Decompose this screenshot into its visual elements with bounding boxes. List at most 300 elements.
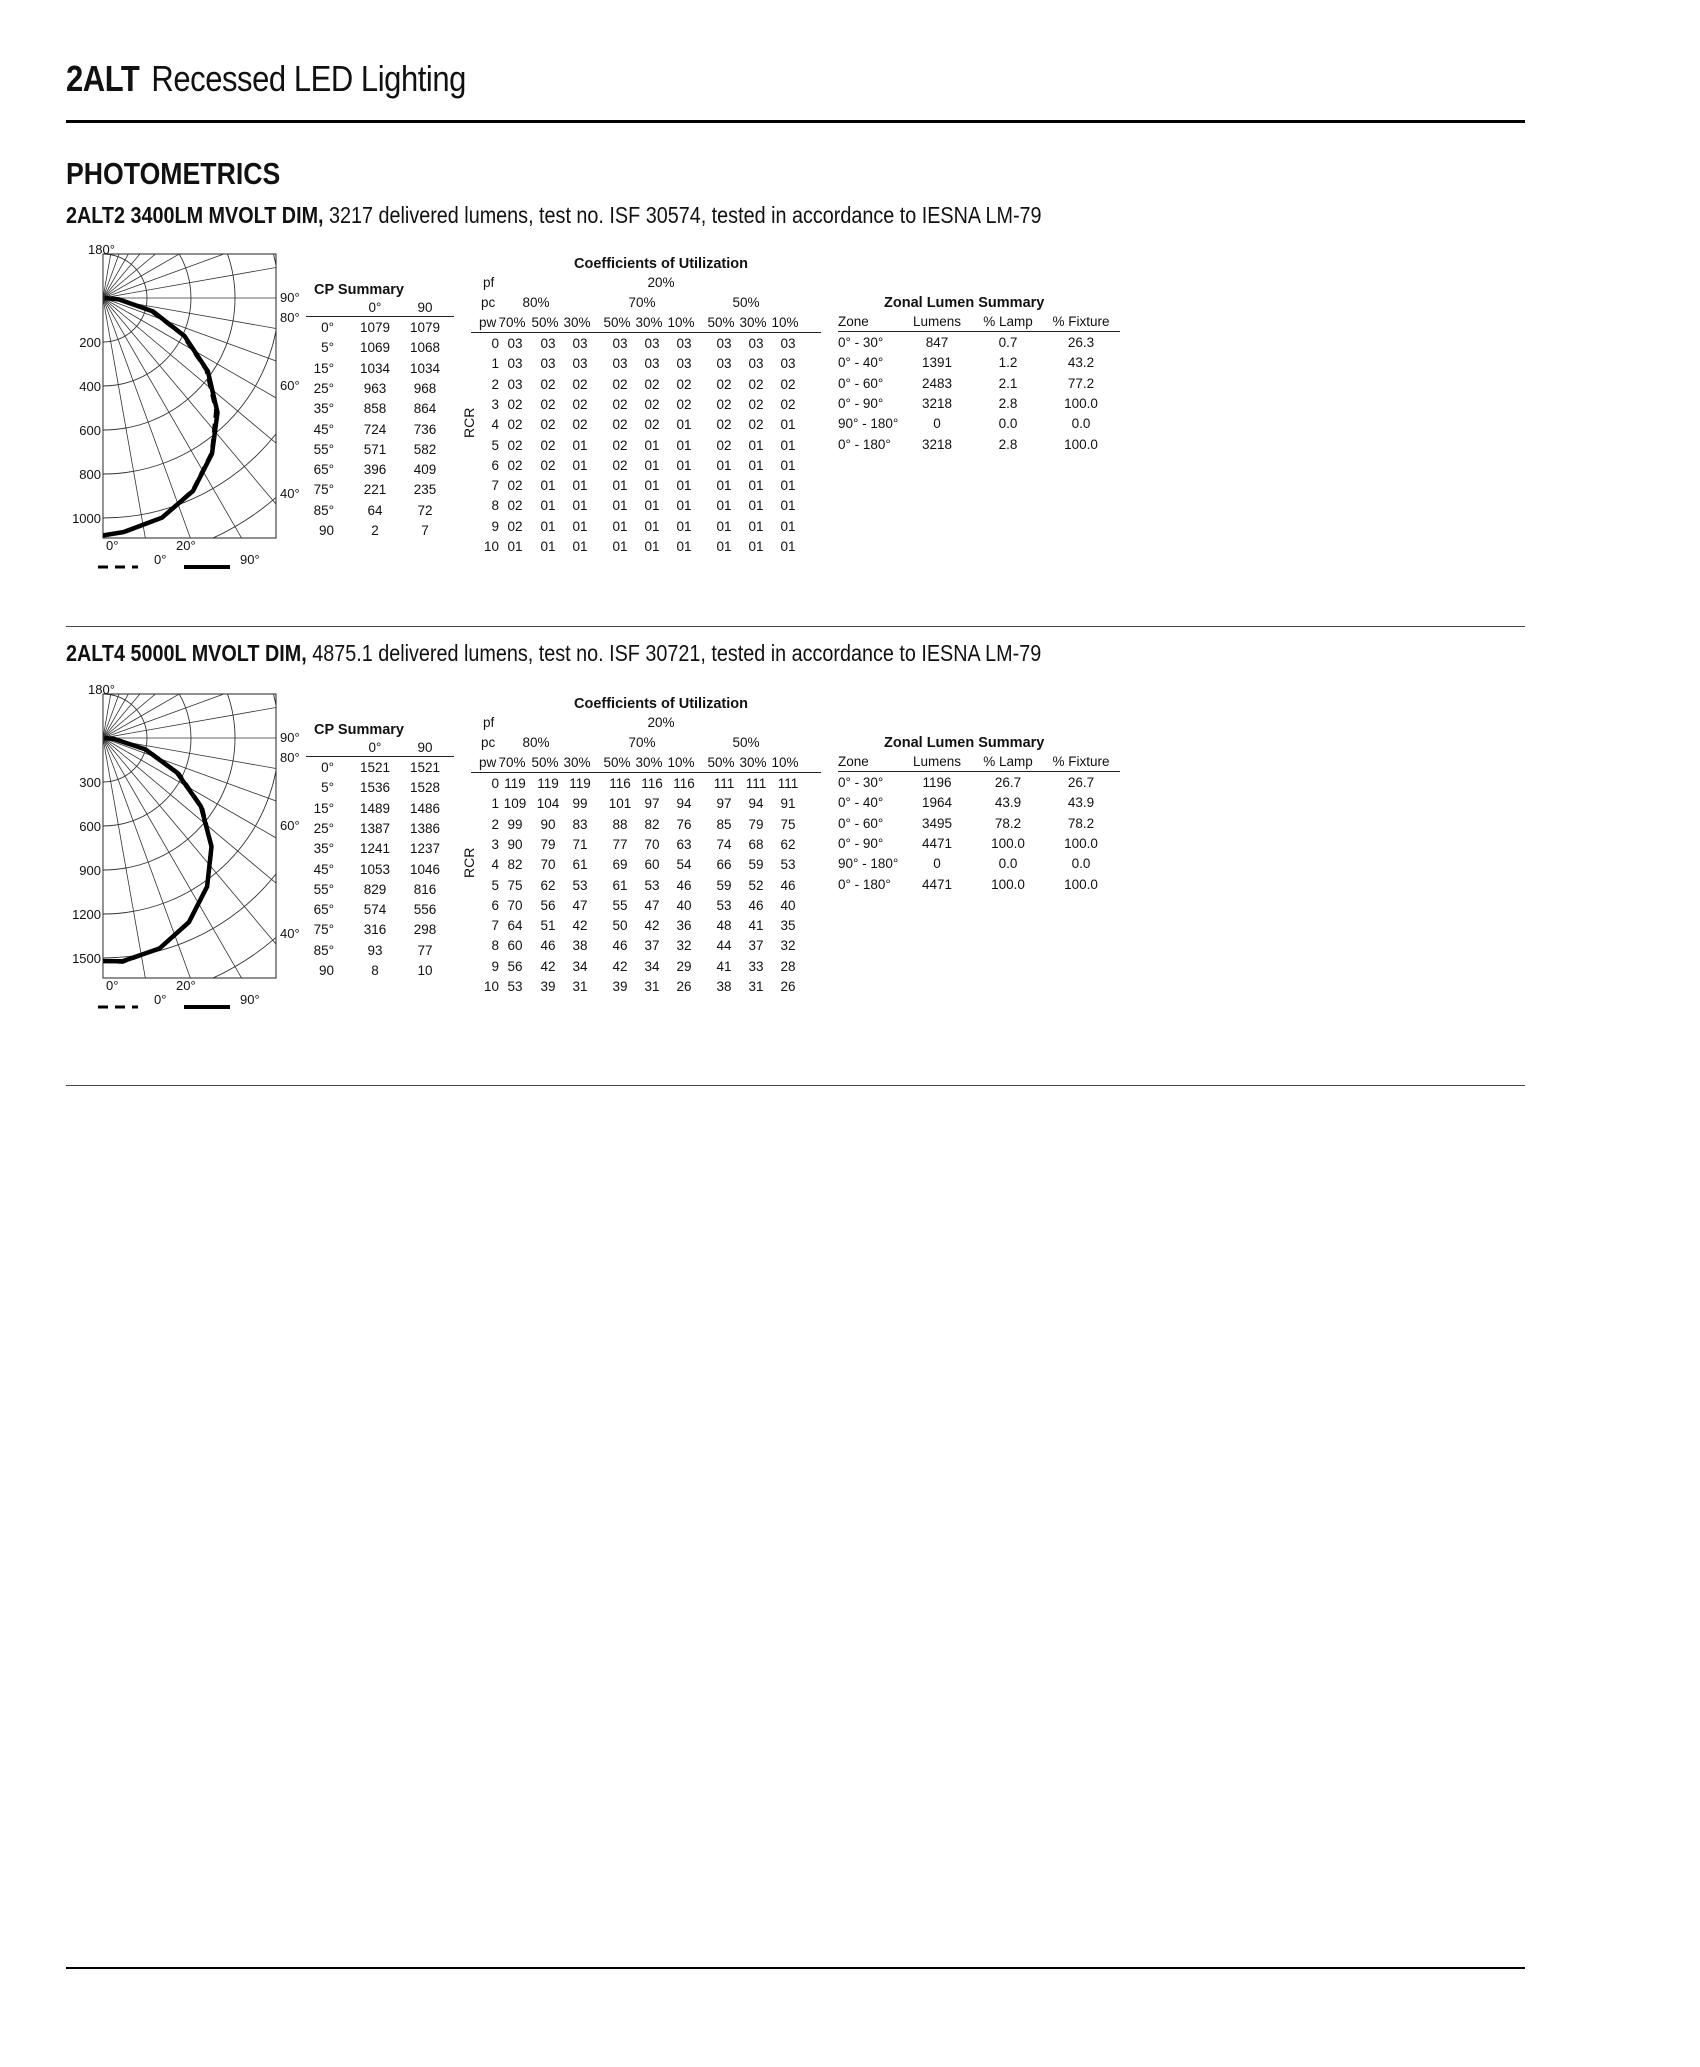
cu-value: 03 <box>644 356 660 372</box>
cp-angle: 0° <box>321 320 334 335</box>
cu-value: 39 <box>540 979 556 994</box>
zonal-value: 3495 <box>921 815 953 831</box>
cu-value: 56 <box>507 958 523 974</box>
polar-candela-plot <box>66 682 306 1022</box>
rcr-value: 4 <box>491 857 499 873</box>
cp-value-0: 571 <box>363 441 387 457</box>
zone-label: 90° - 180° <box>838 856 899 872</box>
grid-radial <box>103 298 303 582</box>
cp-value-0: 1387 <box>359 820 391 836</box>
cu-value: 37 <box>748 938 764 954</box>
zonal-value: 43.9 <box>1067 795 1095 811</box>
cu-value: 74 <box>716 836 732 852</box>
cu-value: 111 <box>713 776 735 791</box>
cu-value: 01 <box>748 518 764 534</box>
column-header: 90 <box>417 740 433 755</box>
cu-value: 02 <box>507 396 523 412</box>
pw-value: 50% <box>707 755 735 770</box>
cu-value: 01 <box>676 539 692 554</box>
column-header: 90 <box>417 300 433 315</box>
pc-value: 70% <box>628 735 656 750</box>
cp-value-0: 396 <box>363 462 387 478</box>
cu-value: 02 <box>780 396 796 412</box>
cu-value: 53 <box>507 979 523 994</box>
cu-value: 01 <box>644 437 660 453</box>
zonal-value: 0.0 <box>998 416 1018 432</box>
cu-value: 02 <box>748 417 764 433</box>
rcr-value: 5 <box>491 877 499 893</box>
cu-value: 70 <box>507 897 523 913</box>
angle-label: 60° <box>280 378 300 393</box>
cu-value: 01 <box>748 457 764 473</box>
column-header: Lumens <box>912 314 962 329</box>
plot-frame <box>103 694 276 978</box>
cu-value: 03 <box>612 356 628 372</box>
cu-value: 02 <box>780 376 796 392</box>
cu-value: 33 <box>748 958 764 974</box>
pw-value: 50% <box>603 755 631 770</box>
cu-value: 03 <box>780 356 796 372</box>
header-underline <box>306 316 454 317</box>
grid-radial <box>103 682 240 738</box>
cu-value: 62 <box>540 877 556 893</box>
legend-label-90deg: 90° <box>240 992 260 1007</box>
rcr-value: 6 <box>491 897 499 913</box>
cp-value-90: 1521 <box>409 760 441 775</box>
rcr-value: 3 <box>491 836 499 852</box>
product-description: 4875.1 delivered lumens, test no. ISF 30721, tested in accordance to IESNA LM-79 <box>306 640 1042 666</box>
cu-value: 01 <box>676 498 692 514</box>
cu-value: 02 <box>612 376 628 392</box>
rcr-value: 1 <box>491 796 499 812</box>
cp-value-90: 235 <box>413 482 437 498</box>
rcr-value: 8 <box>491 938 499 954</box>
cp-angle: 5° <box>321 780 334 796</box>
grid-arc <box>66 242 191 386</box>
cu-value: 48 <box>716 918 732 934</box>
cu-value: 59 <box>716 877 732 893</box>
cu-value: 104 <box>536 796 560 812</box>
cu-value: 01 <box>540 518 556 534</box>
cu-value: 85 <box>716 816 732 832</box>
pc-value: 80% <box>522 295 550 310</box>
zone-label: 0° - 60° <box>838 375 884 391</box>
zonal-value: 43.2 <box>1067 355 1095 371</box>
cp-angle: 75° <box>313 922 334 938</box>
cp-value-90: 968 <box>413 380 437 396</box>
grid-radial <box>103 738 303 1022</box>
product-caption-2 <box>66 640 1041 667</box>
cu-value: 34 <box>572 958 588 974</box>
pc-label: pc <box>481 735 496 750</box>
cu-value: 38 <box>716 979 732 994</box>
cp-angle: 35° <box>313 841 334 857</box>
cp-value-90: 736 <box>413 421 437 437</box>
product-description: 3217 delivered lumens, test no. ISF 30574, tested in accordance to IESNA LM-79 <box>323 202 1042 228</box>
cu-value: 01 <box>716 539 732 554</box>
cu-value: 68 <box>748 836 764 852</box>
cu-value: 37 <box>644 938 660 954</box>
pw-value: 10% <box>667 315 695 330</box>
cu-value: 01 <box>676 457 692 473</box>
cu-value: 01 <box>612 518 628 534</box>
cu-value: 02 <box>644 417 660 433</box>
cu-value: 02 <box>676 396 692 412</box>
zonal-value: 100.0 <box>1064 395 1098 411</box>
radial-value-label: 1500 <box>72 951 101 966</box>
cu-value: 01 <box>716 518 732 534</box>
cu-value: 46 <box>676 877 692 893</box>
zonal-value: 78.2 <box>994 815 1022 831</box>
grid-radial <box>103 682 303 738</box>
cp-value-0: 1079 <box>359 320 391 335</box>
cu-value: 02 <box>540 457 556 473</box>
cu-value: 02 <box>540 396 556 412</box>
rcr-value: 2 <box>491 376 499 392</box>
cu-value: 01 <box>780 437 796 453</box>
cu-value: 01 <box>716 457 732 473</box>
cu-value: 03 <box>507 376 523 392</box>
pw-label: pw <box>479 755 497 770</box>
cu-value: 02 <box>540 376 556 392</box>
rcr-value: 7 <box>491 478 499 494</box>
angle-label-180: 180° <box>88 682 115 697</box>
cp-angle: 85° <box>313 942 334 958</box>
cp-angle: 15° <box>313 800 334 816</box>
cu-value: 53 <box>572 877 588 893</box>
zonal-value: 78.2 <box>1067 815 1095 831</box>
radial-value-label: 1000 <box>72 511 101 526</box>
grid-arc <box>66 242 279 474</box>
angle-label: 80° <box>280 310 300 325</box>
cu-value: 03 <box>612 336 628 351</box>
cu-value: 53 <box>780 857 796 873</box>
cu-value: 01 <box>612 498 628 514</box>
cu-value: 34 <box>644 958 660 974</box>
cp-value-90: 1079 <box>409 320 441 335</box>
pf-value: 20% <box>647 715 675 730</box>
cu-value: 90 <box>507 836 523 852</box>
grid-arc <box>66 682 279 914</box>
zonal-value: 100.0 <box>991 835 1025 851</box>
cu-value: 77 <box>612 836 628 852</box>
cu-value: 61 <box>612 877 628 893</box>
cu-value: 01 <box>612 478 628 494</box>
pw-value: 10% <box>771 315 799 330</box>
zone-label: 0° - 90° <box>838 835 884 851</box>
cu-value: 60 <box>644 857 660 873</box>
cu-value: 02 <box>572 376 588 392</box>
cu-value: 03 <box>748 356 764 372</box>
cu-value: 116 <box>673 776 695 791</box>
pf-label: pf <box>483 715 495 730</box>
cu-value: 69 <box>612 857 628 873</box>
cu-value: 61 <box>572 857 588 873</box>
cu-value: 116 <box>641 776 663 791</box>
cp-value-90: 1068 <box>409 340 441 356</box>
column-header: % Lamp <box>983 754 1033 769</box>
cp-value-90: 298 <box>413 922 437 938</box>
cu-value: 79 <box>748 816 764 832</box>
rcr-axis-label: RCR <box>461 407 477 438</box>
cu-value: 119 <box>569 776 591 791</box>
radial-value-label: 800 <box>79 467 101 482</box>
cu-value: 109 <box>503 796 527 812</box>
cu-value: 01 <box>644 478 660 494</box>
header-underline <box>838 771 1120 772</box>
angle-label-20: 20° <box>176 978 196 993</box>
cu-value: 31 <box>572 979 588 994</box>
rcr-value: 10 <box>483 979 499 994</box>
legend-label-0deg: 0° <box>154 992 167 1007</box>
pw-value: 50% <box>707 315 735 330</box>
rcr-value: 8 <box>491 498 499 514</box>
cu-value: 42 <box>612 958 628 974</box>
rcr-value: 10 <box>483 539 499 554</box>
pw-value: 30% <box>635 755 663 770</box>
cu-value: 42 <box>644 918 660 934</box>
angle-label: 40° <box>280 926 300 941</box>
angle-label: 80° <box>280 750 300 765</box>
column-header: Lumens <box>912 754 962 769</box>
cu-value: 02 <box>748 396 764 412</box>
cu-value: 02 <box>644 396 660 412</box>
pw-value: 30% <box>739 315 767 330</box>
zonal-value: 1196 <box>922 775 952 790</box>
cu-value: 02 <box>612 457 628 473</box>
cu-value: 83 <box>572 816 588 832</box>
cp-value-0: 829 <box>363 881 387 897</box>
cu-value: 97 <box>644 796 660 812</box>
cu-value: 29 <box>676 958 692 974</box>
pw-label: pw <box>479 315 497 330</box>
legend-label-90deg: 90° <box>240 552 260 567</box>
cu-value: 62 <box>780 836 796 852</box>
cp-value-90: 1237 <box>409 841 441 857</box>
zonal-value: 0.0 <box>998 856 1018 872</box>
cu-value: 42 <box>540 958 556 974</box>
angle-label: 90° <box>280 290 300 305</box>
column-header: Zone <box>838 314 869 329</box>
cp-angle: 55° <box>313 881 334 897</box>
cu-value: 54 <box>676 857 692 873</box>
radial-value-label: 200 <box>79 335 101 350</box>
cu-value: 01 <box>780 457 796 473</box>
pw-value: 50% <box>531 315 559 330</box>
table-title: Coefficients of Utilization <box>574 696 748 712</box>
product-name: 2ALT4 5000L MVOLT DIM, <box>66 640 307 666</box>
cu-value: 01 <box>540 539 556 554</box>
zonal-value: 100.0 <box>1064 436 1098 452</box>
cu-value: 01 <box>507 539 523 554</box>
zone-label: 0° - 40° <box>838 795 884 811</box>
cu-value: 99 <box>572 796 588 812</box>
rcr-value: 6 <box>491 457 499 473</box>
header-underline <box>306 756 454 757</box>
cu-value: 36 <box>676 918 692 934</box>
header-underline <box>471 332 821 333</box>
radial-value-label: 1200 <box>72 907 101 922</box>
pw-value: 50% <box>531 755 559 770</box>
column-header: % Fixture <box>1052 754 1110 769</box>
cu-value: 03 <box>644 336 660 351</box>
cu-value: 40 <box>676 897 692 913</box>
pw-value: 30% <box>739 755 767 770</box>
cu-value: 66 <box>716 857 732 873</box>
cp-value-0: 64 <box>367 502 383 518</box>
cu-value: 01 <box>572 457 588 473</box>
cu-value: 03 <box>540 356 556 372</box>
cu-value: 47 <box>572 897 588 913</box>
rcr-value: 1 <box>491 356 499 372</box>
polar-candela-plot <box>66 242 306 582</box>
cu-value: 02 <box>507 417 523 433</box>
radial-value-label: 400 <box>79 379 101 394</box>
rcr-value: 0 <box>491 776 499 791</box>
cu-value: 01 <box>572 498 588 514</box>
cp-value-90: 1386 <box>409 820 441 836</box>
cu-value: 01 <box>644 498 660 514</box>
zonal-value: 3218 <box>921 395 953 411</box>
cu-value: 64 <box>507 918 523 934</box>
cu-value: 01 <box>540 478 556 494</box>
zone-label: 0° - 90° <box>838 395 884 411</box>
cu-value: 01 <box>644 518 660 534</box>
cu-value: 02 <box>572 417 588 433</box>
zonal-value: 4471 <box>921 835 953 851</box>
cu-value: 26 <box>780 979 796 994</box>
zone-label: 0° - 180° <box>838 876 891 892</box>
pc-value: 50% <box>732 735 760 750</box>
column-header: 0° <box>368 740 382 755</box>
zonal-value: 100.0 <box>1064 835 1098 851</box>
rcr-value: 7 <box>491 918 499 934</box>
cu-value: 02 <box>612 437 628 453</box>
pw-value: 70% <box>498 315 526 330</box>
cu-value: 02 <box>507 478 523 494</box>
cu-value: 70 <box>644 836 660 852</box>
pc-value: 70% <box>628 295 656 310</box>
grid-arc <box>66 682 306 1002</box>
zonal-value: 2.8 <box>998 436 1018 452</box>
cp-value-0: 574 <box>363 902 387 918</box>
zonal-value: 43.9 <box>994 795 1022 811</box>
cp-value-0: 1489 <box>359 800 391 816</box>
pw-value: 30% <box>635 315 663 330</box>
cp-angle: 25° <box>313 820 334 836</box>
rcr-value: 9 <box>491 958 499 974</box>
zone-label: 0° - 180° <box>838 436 891 452</box>
zonal-value: 2483 <box>921 375 953 391</box>
cu-value: 42 <box>572 918 588 934</box>
cp-value-90: 1486 <box>409 800 441 816</box>
cu-value: 03 <box>676 356 692 372</box>
cp-angle: 90 <box>318 523 334 538</box>
cu-value: 90 <box>540 816 556 832</box>
zonal-value: 0.0 <box>1071 856 1091 872</box>
cu-value: 01 <box>644 539 660 554</box>
cu-value: 41 <box>748 918 764 934</box>
cu-value: 32 <box>780 938 796 954</box>
cu-value: 55 <box>612 897 628 913</box>
cp-value-0: 1053 <box>359 861 391 877</box>
product-caption-1 <box>66 202 1042 229</box>
cu-value: 101 <box>608 796 632 812</box>
cp-value-0: 858 <box>363 401 387 417</box>
cu-value: 44 <box>716 938 732 954</box>
cp-value-0: 1034 <box>359 360 391 376</box>
section-divider <box>66 1085 1525 1086</box>
column-header: Zone <box>838 754 869 769</box>
cp-value-0: 1521 <box>359 760 391 775</box>
product-name: 2ALT2 3400LM MVOLT DIM, <box>66 202 324 228</box>
page-title: Recessed LED Lighting <box>151 58 466 99</box>
cu-value: 51 <box>540 918 556 934</box>
cp-value-90: 77 <box>417 942 433 958</box>
grid-radial <box>103 242 240 298</box>
header-underline <box>838 331 1120 332</box>
cp-value-0: 963 <box>363 380 387 396</box>
cu-value: 38 <box>572 938 588 954</box>
cu-value: 82 <box>507 857 523 873</box>
zonal-value: 3218 <box>921 436 953 452</box>
cu-value: 52 <box>748 877 764 893</box>
rcr-value: 4 <box>491 417 499 433</box>
column-header: % Fixture <box>1052 314 1110 329</box>
cu-value: 53 <box>644 877 660 893</box>
column-header: % Lamp <box>983 314 1033 329</box>
cu-value: 02 <box>572 396 588 412</box>
radial-value-label: 900 <box>79 863 101 878</box>
cu-value: 41 <box>716 958 732 974</box>
cu-value: 79 <box>540 836 556 852</box>
cp-value-90: 582 <box>413 441 437 457</box>
zonal-value: 2.1 <box>998 375 1018 391</box>
product-code: 2ALT <box>66 58 140 99</box>
cu-value: 03 <box>780 336 796 351</box>
pc-value: 50% <box>732 295 760 310</box>
candela-curve-0deg <box>103 298 216 535</box>
angle-label: 60° <box>280 818 300 833</box>
angle-label-20: 20° <box>176 538 196 553</box>
cu-value: 46 <box>612 938 628 954</box>
pf-label: pf <box>483 275 495 290</box>
cu-value: 01 <box>780 417 796 433</box>
cp-value-0: 1069 <box>359 340 391 356</box>
cp-value-0: 93 <box>367 942 383 958</box>
cu-value: 32 <box>676 938 692 954</box>
cp-value-90: 409 <box>413 462 437 478</box>
cp-value-90: 1046 <box>409 861 441 877</box>
radial-value-label: 300 <box>79 775 101 790</box>
cu-value: 50 <box>612 918 628 934</box>
cp-angle: 45° <box>313 421 334 437</box>
section-title: PHOTOMETRICS <box>66 156 281 191</box>
cp-angle: 35° <box>313 401 334 417</box>
zonal-value: 77.2 <box>1067 375 1095 391</box>
cu-value: 39 <box>612 979 628 994</box>
cu-value: 01 <box>748 478 764 494</box>
cu-value: 02 <box>612 396 628 412</box>
cu-value: 31 <box>748 979 764 994</box>
cu-value: 119 <box>504 776 526 791</box>
cp-value-90: 10 <box>417 963 433 978</box>
cu-value: 46 <box>540 938 556 954</box>
pw-value: 10% <box>771 755 799 770</box>
pc-value: 80% <box>522 735 550 750</box>
cp-value-0: 2 <box>371 523 379 538</box>
cp-angle: 65° <box>313 902 334 918</box>
